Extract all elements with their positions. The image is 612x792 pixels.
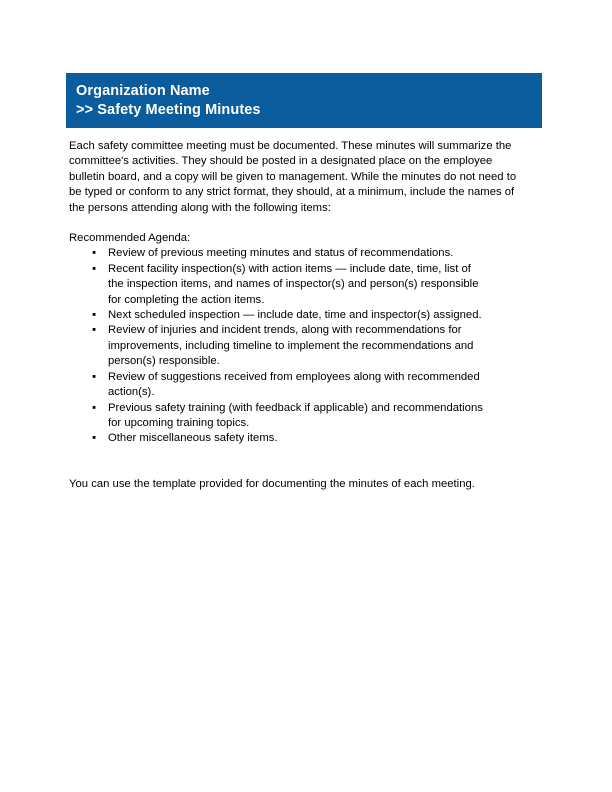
list-item (69, 370, 488, 401)
list-item-text: Review of suggestions received from employees along with recommended action(s). (108, 370, 480, 399)
bullet-square-icon: ▪ (92, 309, 97, 322)
bullet-square-icon: ▪ (92, 262, 97, 275)
bullet-square-icon: ▪ (92, 370, 97, 383)
list-item-text: Review of injuries and incident trends, along with recommendations for improvements, including timeline to implement the recommendations and person(s) responsible. (108, 324, 474, 368)
bullet-square-icon: ▪ (92, 401, 97, 414)
organization-name-line: Organization Name (76, 83, 210, 99)
list-item-text: Other miscellaneous safety items. (108, 432, 278, 445)
list-item-text: Recent facility inspection(s) with action items — include date, time, list of the inspection items, and names of inspector(s) and person(s) responsible for completing the action items. (108, 262, 479, 306)
bullet-square-icon: ▪ (92, 247, 97, 260)
document-title-line: >> Safety Meeting Minutes (76, 102, 261, 118)
list-item-text: Review of previous meeting minutes and status of recommendations. (108, 247, 454, 260)
list-item (69, 431, 488, 446)
bullet-square-icon: ▪ (92, 324, 97, 337)
document-header-banner (66, 73, 542, 128)
list-item (69, 308, 488, 323)
document-body (69, 139, 527, 492)
intro-paragraph: Each safety committee meeting must be documented. These minutes will summarize the committee's activities. They should be posted in a designated place on the employee bulletin board, and a copy will be given to management. While the minutes do not need to be typed or conform to any strict format, they should, at a minimum, include the names of the persons attending along with the following items: (69, 140, 517, 214)
closing-paragraph: You can use the template provided for documenting the minutes of each meeting. (69, 477, 475, 490)
list-item (69, 401, 488, 432)
list-item (69, 246, 488, 261)
list-item-text: Next scheduled inspection — include date, time and inspector(s) assigned. (108, 309, 482, 322)
list-item (69, 262, 488, 308)
agenda-heading: Recommended Agenda: (69, 232, 191, 245)
bullet-square-icon: ▪ (92, 432, 97, 445)
agenda-list (69, 246, 527, 446)
list-item (69, 323, 488, 369)
list-item-text: Previous safety training (with feedback if applicable) and recommendations for upcoming training topics. (108, 401, 483, 429)
